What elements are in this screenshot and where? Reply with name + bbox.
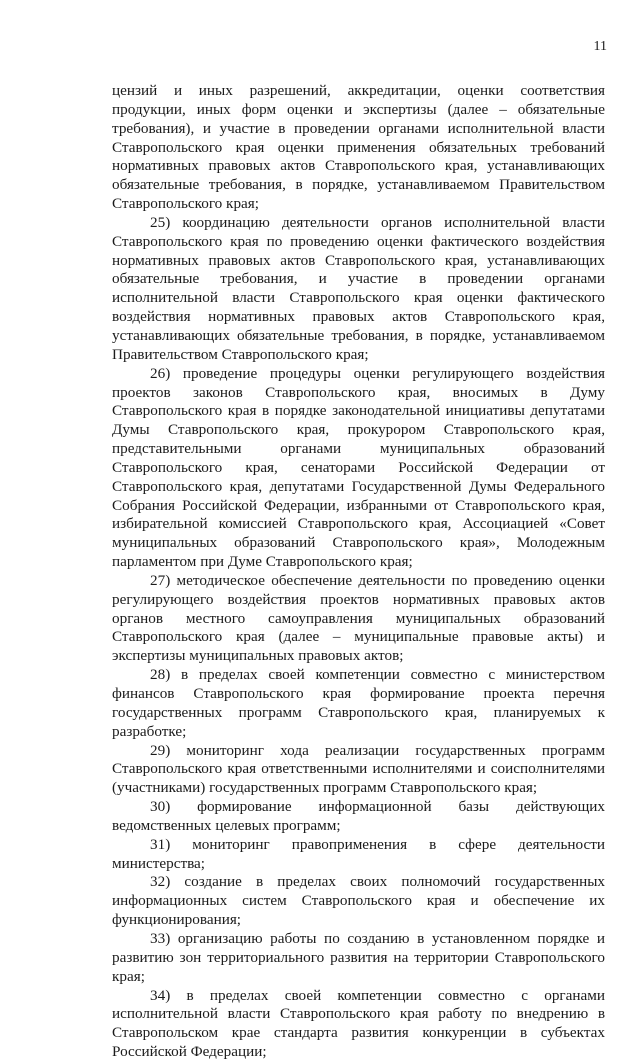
paragraph-30: 30) формирование информационной базы действующих ведомственных целевых программ;: [112, 798, 605, 834]
paragraph-32: 32) создание в пределах своих полномочий государственных информационных систем Ставропольского края и обеспечение их функционирования;: [112, 873, 605, 929]
paragraph-33: 33) организацию работы по созданию в установленном порядке и развитию зон территориального развития на территории Ставропольского края;: [112, 929, 605, 985]
paragraph-28: 28) в пределах своей компетенции совместно с министерством финансов Ставропольского края формирование проекта перечня государственных программ Ставропольского края, планируемых к разработке;: [112, 666, 605, 740]
paragraph-25: 25) координацию деятельности органов исполнительной власти Ставропольского края по проведению оценки фактического воздействия нормативных правовых актов Ставропольского края, устанавливающих обязательные требования, и участие в проведении органами исполнительной власти Ставропольского края оценки фактического воздействия нормативных правовых актов Ставропольского края, устанавливающих обязательные требования, в порядке, устанавливаемом Правительством Ставропольского края;: [112, 213, 605, 363]
paragraph-26: 26) проведение процедуры оценки регулирующего воздействия проектов законов Ставропольского края, вносимых в Думу Ставропольского края в порядке законодательной инициативы депутатами Думы Ставропольского края, прокурором Ставропольского края, представительными органами муниципальных образований Ставропольского края, сенаторами Российской Федерации от Ставропольского края, депутатами Государственной Думы Федерального Собрания Российской Федерации, избранными от Ставропольского края, избирательной комиссией Ставропольского края, Ассоциацией «Совет муниципальных образований Ставропольского края», Молодежным парламентом при Думе Ставропольского края;: [112, 364, 605, 571]
paragraph-34: 34) в пределах своей компетенции совместно с органами исполнительной власти Ставропольского края работу по внедрению в Ставропольском крае стандарта развития конкуренции в субъектах Российской Федерации;: [112, 986, 605, 1061]
page-number: 11: [593, 39, 607, 54]
document-body: [112, 82, 605, 1062]
paragraph-29: 29) мониторинг хода реализации государственных программ Ставропольского края ответственными исполнителями и соисполнителями (участниками) государственных программ Ставропольского края;: [112, 741, 605, 797]
paragraph-31: 31) мониторинг правоприменения в сфере деятельности министерства;: [112, 835, 605, 872]
paragraph-27: 27) методическое обеспечение деятельности по проведению оценки регулирующего воздействия проектов нормативных правовых актов органов местного самоуправления муниципальных образований Ставропольского края (далее – муниципальные правовые акты) и экспертизы муниципальных правовых актов;: [112, 571, 605, 665]
paragraph-24-continuation: цензий и иных разрешений, аккредитации, оценки соответствия продукции, иных форм оценки и экспертизы (далее – обязательные требования), и участие в проведении органами исполнительной власти Ставропольского края оценки применения обязательных требований нормативных правовых актов Ставропольского края, устанавливающих обязательные требования, в порядке, устанавливаемом Правительством Ставропольского края;: [112, 82, 605, 213]
